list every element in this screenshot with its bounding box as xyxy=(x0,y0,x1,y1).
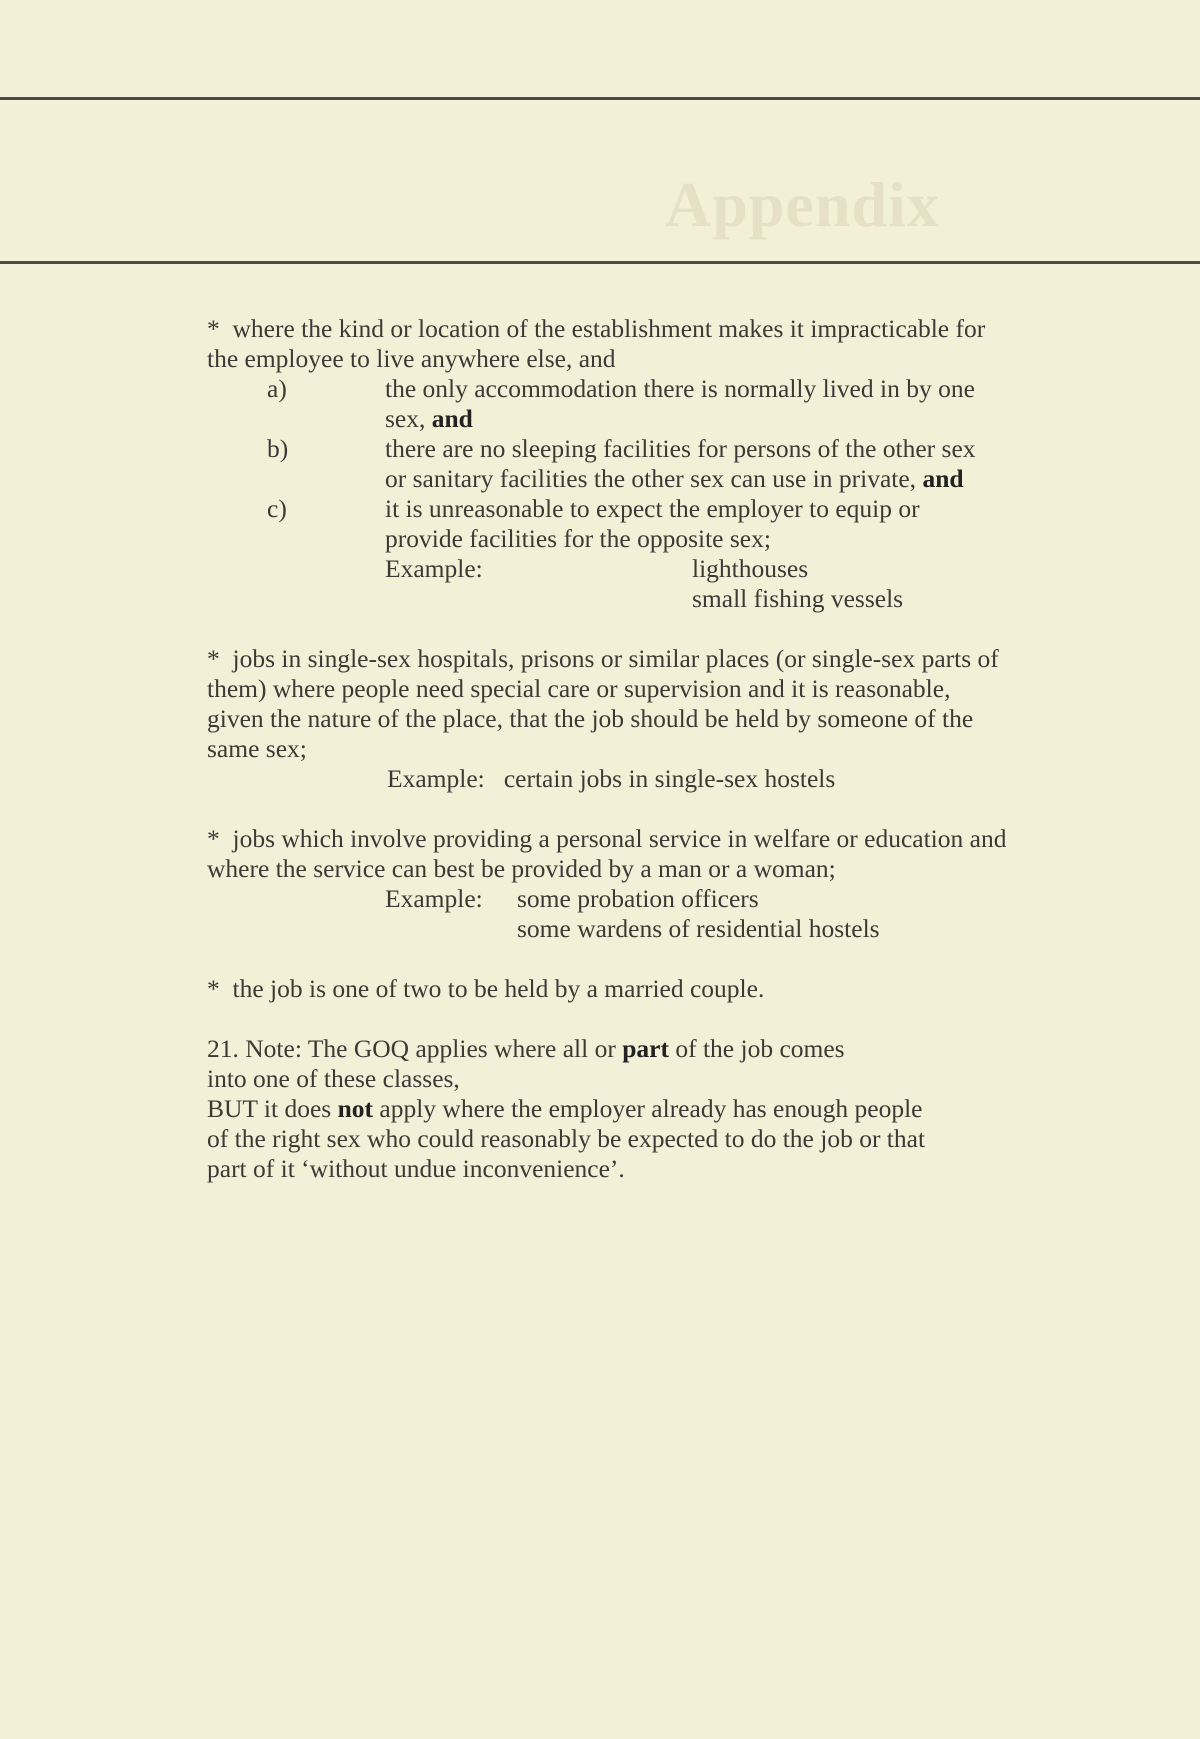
example-row: Example: certain jobs in single-sex hostels xyxy=(387,764,836,793)
paragraph xyxy=(207,644,1007,764)
example-value: lighthouses xyxy=(692,554,809,583)
example-row xyxy=(385,584,1007,614)
example-value: some wardens of residential hostels xyxy=(517,914,880,943)
header-title-bleed: Appendix xyxy=(665,169,940,240)
section-note xyxy=(207,1034,1007,1184)
top-rule xyxy=(0,97,1200,100)
list-item xyxy=(207,374,1007,434)
section-accommodation xyxy=(207,314,1007,614)
note-paragraph: BUT it does not apply where the employer already has enough people of the right sex who could reasonably be expected to do the job or that part of it ‘without undue inconvenience’. xyxy=(207,1094,926,1183)
example-value: some probation officers xyxy=(517,884,759,913)
list-text: it is unreasonable to expect the employer to equip or provide facilities for the opposite sex; xyxy=(385,494,920,553)
list-item xyxy=(207,434,1007,494)
bullet: * xyxy=(207,314,220,343)
paragraph-text: where the kind or location of the establishment makes it impracticable for the employee to live anywhere else, and xyxy=(207,314,986,373)
bottom-rule xyxy=(0,261,1200,264)
example-row xyxy=(385,554,1007,584)
example-label: Example: xyxy=(385,554,483,583)
example-row xyxy=(385,914,1007,944)
bullet: * xyxy=(207,974,220,1003)
list-text: there are no sleeping facilities for persons of the other sex or sanitary facilities the other sex can use in private, and xyxy=(385,434,976,493)
example-label: Example: xyxy=(385,884,483,913)
example-row xyxy=(385,884,1007,914)
list-marker: c) xyxy=(267,494,287,523)
bullet: * xyxy=(207,644,220,673)
list-marker: b) xyxy=(267,434,289,463)
section-married-couple xyxy=(207,974,1007,1004)
paragraph xyxy=(207,314,1007,374)
list-text: the only accommodation there is normally lived in by one sex, and xyxy=(385,374,975,433)
section-personal-service xyxy=(207,824,1007,944)
section-hospitals xyxy=(207,644,1007,794)
paragraph-text: the job is one of two to be held by a married couple. xyxy=(232,974,765,1003)
list-marker: a) xyxy=(267,374,287,403)
document-body xyxy=(207,314,1007,1184)
paragraph-text: jobs in single-sex hospitals, prisons or similar places (or single-sex parts of them) where people need special care or supervision and it is reasonable, given the nature of the place, that the job should be held by someone of the same sex; xyxy=(207,644,999,763)
paragraph xyxy=(207,824,1007,884)
paragraph-text: jobs which involve providing a personal service in welfare or education and where the service can best be provided by a man or a woman; xyxy=(207,824,1007,883)
paragraph xyxy=(207,974,1007,1004)
list-item xyxy=(207,494,1007,554)
example-value: small fishing vessels xyxy=(692,584,904,613)
note-paragraph: 21. Note: The GOQ applies where all or part of the job comes into one of these classes, xyxy=(207,1034,845,1093)
bullet: * xyxy=(207,824,220,853)
